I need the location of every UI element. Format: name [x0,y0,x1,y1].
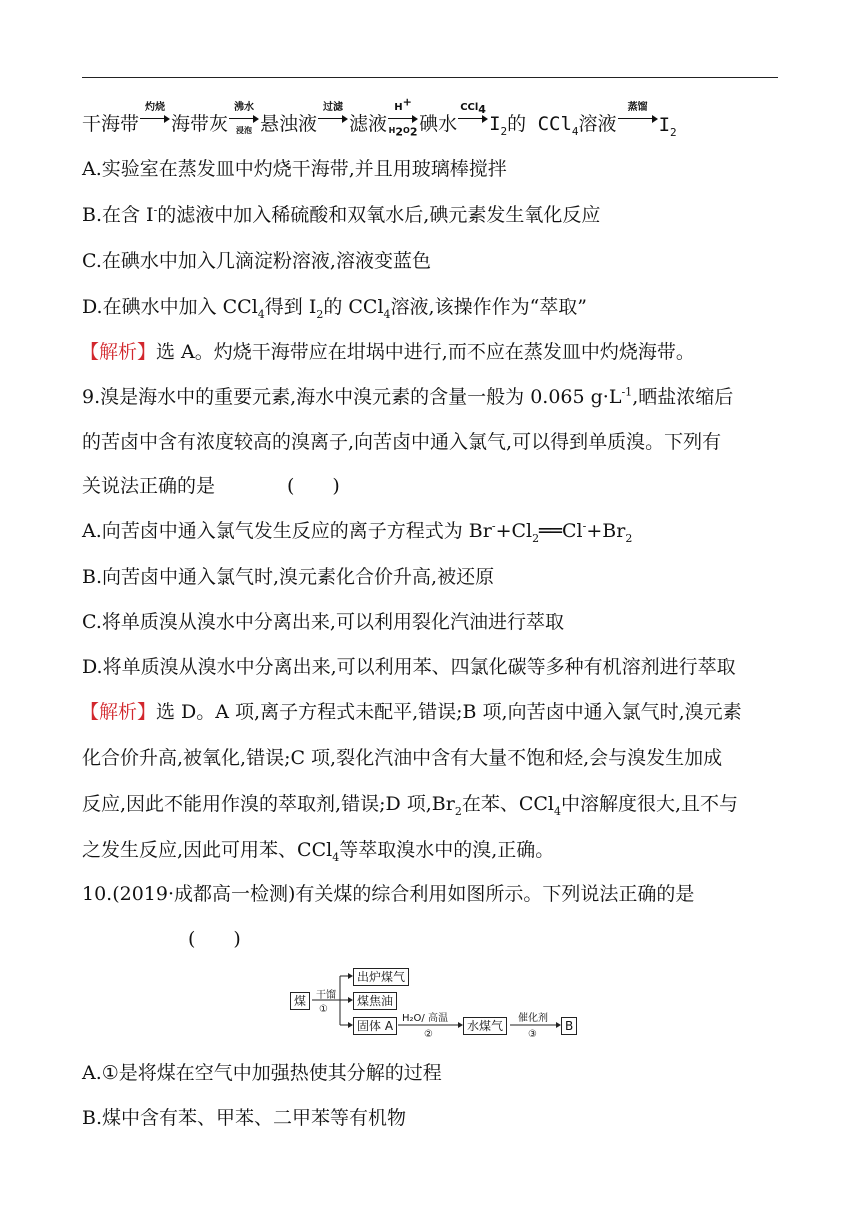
q8-option-a: A.实验室在蒸发皿中灼烧干海带,并且用玻璃棒搅拌 [82,158,507,180]
q9-stem-line1: 9.溴是海水中的重要元素,海水中溴元素的含量一般为 0.065 $g\cdot L^{-1}$,晒盐浓缩后 [82,385,734,408]
arrow-label-distill: 蒸馏 [627,102,648,113]
q9-analysis-line2: 化合价升高,被氧化,错误;C 项,裂化汽油中含有大量不饱和烃,会与溴发生加成 [82,747,723,769]
label-catalyst: 催化剂 [518,1013,548,1024]
arrow-label-boil: 沸水 [234,102,255,113]
coal-utilization-diagram [290,962,580,1040]
arrow-burn [140,102,170,136]
answer-paren: ( ) [188,928,241,950]
q9-option-c: C.将单质溴从溴水中分离出来,可以利用裂化汽油进行萃取 [82,611,564,633]
q8-analysis: 【解析】选 A。灼烧干海带应在坩埚中进行,而不应在蒸发皿中灼烧海带。 [80,341,695,363]
arrow-label-h-plus: H+ [394,95,412,113]
arrow-filter [318,102,348,136]
chain-step-iodine: $I_2$ [658,114,677,139]
arrow-oxidize [388,95,418,139]
label-h2o-high-temp: H₂O/ 高温 [402,1013,448,1024]
chain-step-dry-kelp: 干海带 [82,113,140,135]
arrow-label-filter: 过滤 [323,102,344,113]
q10-stem-line1: 10.(2019·成都高一检测)有关煤的综合利用如图所示。下列说法正确的是 [82,883,695,905]
arrow-label-ccl4: CCl$_4$ [460,102,486,116]
label-step-3: ③ [528,1029,537,1040]
chain-step-kelp-ash: 海带灰 [171,113,229,135]
q9-option-a: A.向苦卤中通入氯气发生反应的离子方程式为 $Br^-+Cl_2══Cl^-+Br_2$ [82,519,633,545]
chain-step-iodine-ccl4: $I_2$的 CCl$_4$溶液 [489,113,617,138]
chain-step-iodine-water: 碘水 [419,113,458,135]
q9-option-b: B.向苦卤中通入氯气时,溴元素化合价升高,被还原 [82,566,495,588]
q9-analysis-line1: 【解析】选 D。A 项,离子方程式未配平,错误;B 项,向苦卤中通入氯气时,溴元素 [80,701,742,723]
output-coal-tar: 煤焦油 [353,992,397,1010]
output-solid-a: 固体 A [353,1017,397,1035]
label-dry-distill: 干馏 [316,990,336,1001]
q9-stem-line2: 的苦卤中含有浓度较高的溴离子,向苦卤中通入氯气,可以得到单质溴。下列有 [82,431,722,453]
analysis-tag: 【解析】 [80,701,157,723]
chain-step-suspension: 悬浊液 [260,113,318,135]
output-coke-oven-gas: 出炉煤气 [353,968,409,986]
q10-option-a: A.①是将煤在空气中加强热使其分解的过程 [82,1062,442,1084]
arrow-label-burn: 灼烧 [145,102,166,113]
arrow-label-h2o2: $H_2O_2$ [388,125,418,139]
q8-option-d: D.在碘水中加入 CCl$_4$得到 $I_2$的 CCl$_4$溶液,该操作作为“萃取” [82,296,588,321]
reaction-chain [82,95,677,148]
q8-option-c: C.在碘水中加入几滴淀粉溶液,溶液变蓝色 [82,250,431,272]
q9-analysis-line3: 反应,因此不能用作溴的萃取剂,错误;D 项$,Br_2$在苯、CCl$_4$中溶解度很大,且不与 [82,793,739,818]
water-gas-box: 水煤气 [463,1017,507,1035]
arrow-distill [618,102,658,136]
analysis-tag: 【解析】 [80,341,157,363]
q9-option-d: D.将单质溴从溴水中分离出来,可以利用苯、四氯化碳等多种有机溶剂进行萃取 [82,656,736,678]
label-step-2: ② [424,1029,433,1040]
chain-step-filtrate: 滤液 [349,113,388,135]
q9-analysis-line4: 之发生反应,因此可用苯、CCl$_4$等萃取溴水中的溴,正确。 [82,839,555,864]
q8-option-b: B.在含 I-的滤液中加入稀硫酸和双氧水后,碘元素发生氧化反应 [82,203,601,226]
arrow-boil [229,102,259,136]
top-rule [82,77,778,78]
product-b-box: B [561,1017,577,1035]
answer-paren: ( ) [287,475,340,497]
q10-option-b: B.煤中含有苯、甲苯、二甲苯等有机物 [82,1107,407,1129]
arrow-label-soak: 浸泡 [236,126,253,135]
arrow-extract [458,102,488,136]
q9-stem-line3: 关说法正确的是 ( ) [82,475,340,497]
coal-box: 煤 [290,992,310,1010]
label-step-1: ① [319,1004,328,1015]
